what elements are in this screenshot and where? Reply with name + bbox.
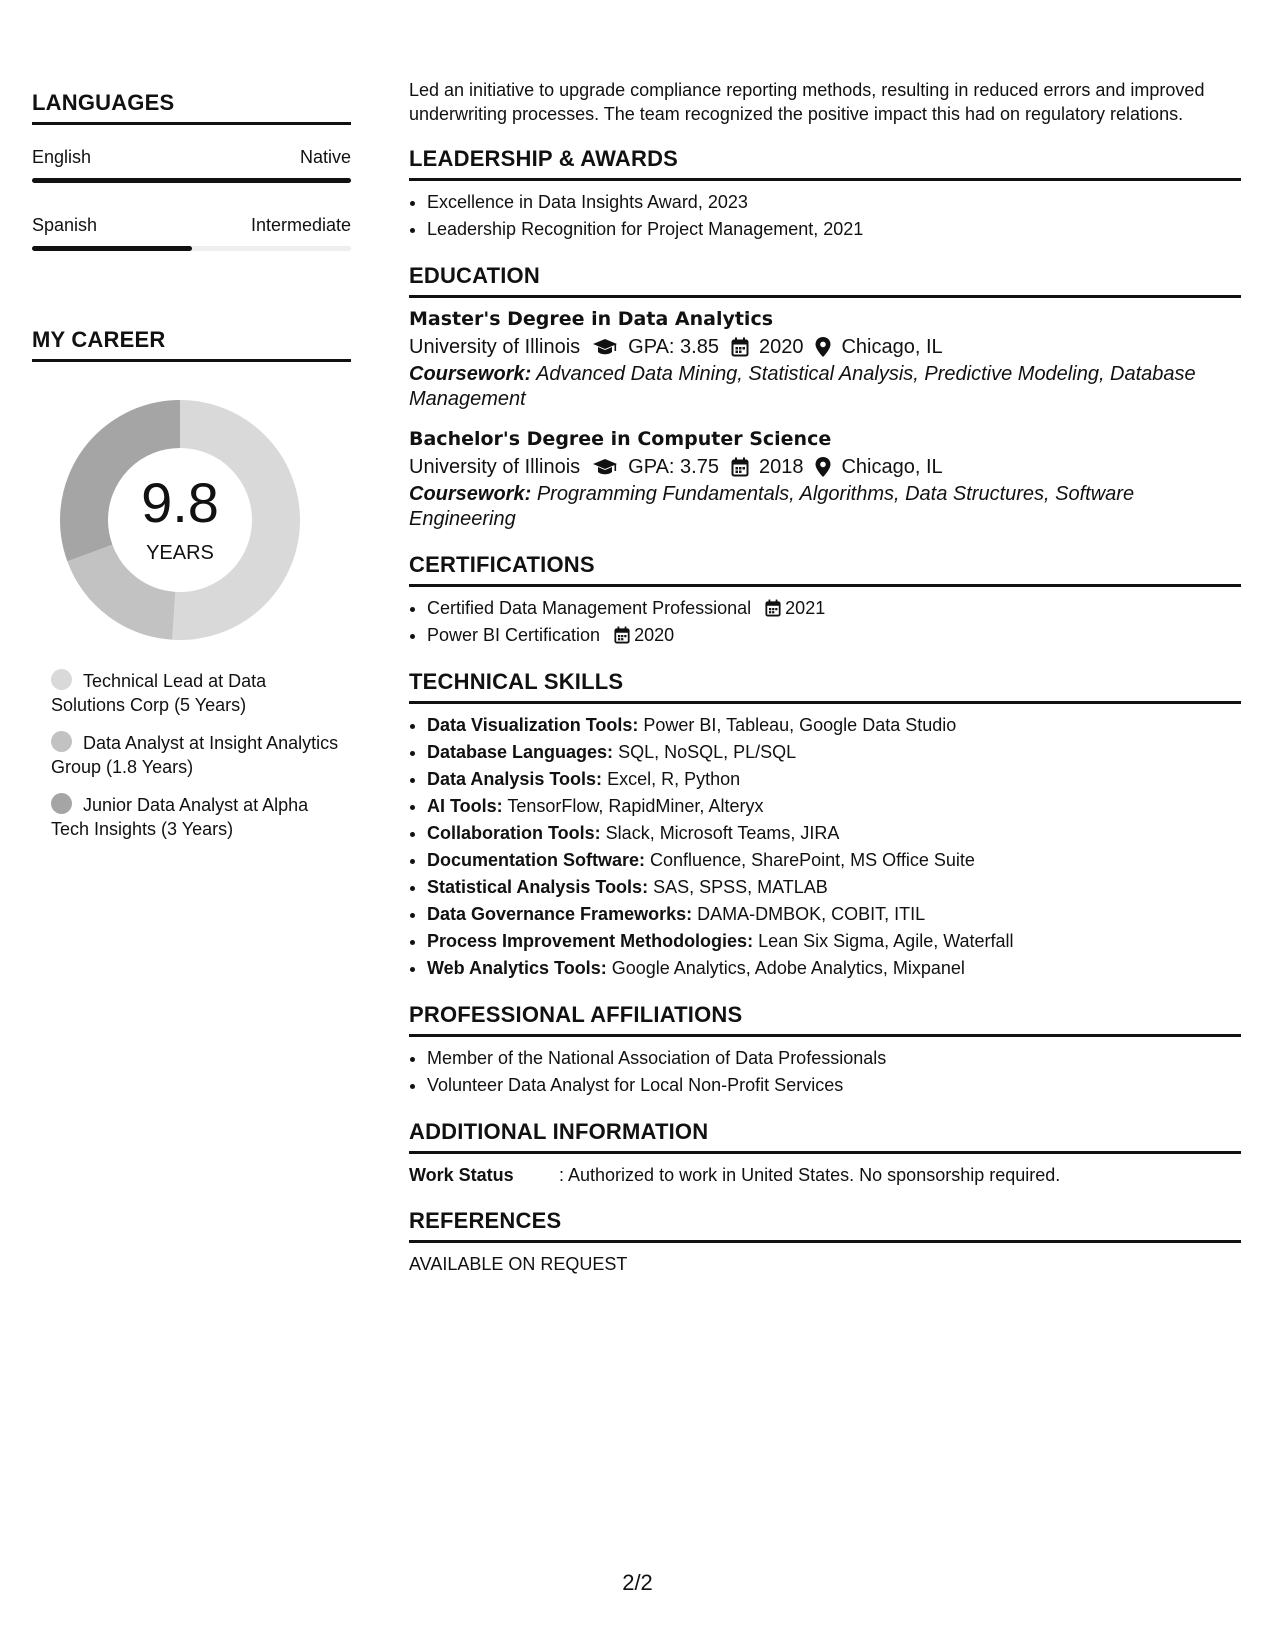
language-name: Spanish xyxy=(32,215,98,235)
work-status-value: : Authorized to work in United States. No sponsorship required. xyxy=(559,1165,1061,1185)
education-entry xyxy=(409,306,1241,412)
certification-item xyxy=(427,595,1241,622)
skill-values: DAMA-DMBOK, COBIT, ITIL xyxy=(697,904,926,924)
page-number: 2/2 xyxy=(622,1570,653,1595)
career-legend-item xyxy=(51,669,341,717)
skill-item xyxy=(427,712,1241,739)
skill-item xyxy=(427,928,1241,955)
affiliations-heading: PROFESSIONAL AFFILIATIONS xyxy=(409,1002,1241,1037)
skill-values: Confluence, SharePoint, MS Office Suite xyxy=(650,850,975,870)
certification-year: 2020 xyxy=(634,625,675,645)
coursework-label: Coursework: xyxy=(409,483,532,505)
languages-heading: LANGUAGES xyxy=(32,90,351,125)
additional-info-heading: ADDITIONAL INFORMATION xyxy=(409,1119,1241,1154)
skill-item xyxy=(427,793,1241,820)
language-bar-fill xyxy=(32,178,351,183)
references-heading: REFERENCES xyxy=(409,1208,1241,1243)
career-section xyxy=(32,327,351,841)
skill-item xyxy=(427,820,1241,847)
certification-year: 2021 xyxy=(785,598,826,618)
coursework: Advanced Data Mining, Statistical Analysis, Predictive Modeling, Database Management xyxy=(409,363,1196,410)
legend-dot xyxy=(51,793,72,814)
school-location: Chicago, IL xyxy=(841,456,943,478)
skill-category: Data Visualization Tools: xyxy=(427,715,639,735)
skill-category: Web Analytics Tools: xyxy=(427,958,607,978)
skill-values: TensorFlow, RapidMiner, Alteryx xyxy=(507,796,764,816)
language-level: Native xyxy=(299,147,351,167)
school-name: University of Illinois xyxy=(409,456,581,478)
references-text: AVAILABLE ON REQUEST xyxy=(409,1254,628,1274)
skill-category: Collaboration Tools: xyxy=(427,823,601,843)
career-legend-item xyxy=(51,731,341,779)
affiliation-item: • Member of the National Association of Data Professionals xyxy=(427,1045,1241,1072)
skill-values: SAS, SPSS, MATLAB xyxy=(653,877,828,897)
degree-title: Bachelor's Degree in Computer Science xyxy=(409,428,832,450)
right-column xyxy=(409,78,1241,1277)
career-legend-item xyxy=(51,793,341,841)
skill-category: Data Governance Frameworks: xyxy=(427,904,693,924)
skills-section xyxy=(409,669,1241,982)
certification-item xyxy=(427,622,1241,649)
career-unit: YEARS xyxy=(146,542,214,564)
skill-values: Slack, Microsoft Teams, JIRA xyxy=(605,823,840,843)
award-item: • Leadership Recognition for Project Management, 2021 xyxy=(427,216,1241,243)
location-pin-icon xyxy=(815,457,831,477)
school-name: University of Illinois xyxy=(409,336,581,358)
certification-name: Power BI Certification xyxy=(427,625,601,645)
calendar-icon xyxy=(731,337,749,357)
additional-info-section xyxy=(409,1119,1241,1188)
languages-section xyxy=(32,90,351,251)
legend-dot xyxy=(51,731,72,752)
calendar-icon xyxy=(731,457,749,477)
skill-item xyxy=(427,766,1241,793)
skill-category: Statistical Analysis Tools: xyxy=(427,877,649,897)
skill-category: Process Improvement Methodologies: xyxy=(427,931,754,951)
award-item: • Excellence in Data Insights Award, 2023 xyxy=(427,189,1241,216)
graduation-year: 2018 xyxy=(758,456,804,478)
skill-values: Excel, R, Python xyxy=(607,769,741,789)
graduation-cap-icon xyxy=(592,338,618,356)
coursework: Programming Fundamentals, Algorithms, Data Structures, Software Engineering xyxy=(409,483,1135,530)
left-column xyxy=(32,90,351,855)
school-location: Chicago, IL xyxy=(841,336,943,358)
career-donut xyxy=(55,395,305,645)
career-legend xyxy=(51,669,341,841)
career-total: 9.8 xyxy=(141,471,219,534)
language-bar xyxy=(32,246,351,251)
skill-values: Power BI, Tableau, Google Data Studio xyxy=(643,715,957,735)
language-name: English xyxy=(32,147,92,167)
awards-heading: LEADERSHIP & AWARDS xyxy=(409,146,1241,181)
skill-values: Lean Six Sigma, Agile, Waterfall xyxy=(758,931,1014,951)
skill-category: Data Analysis Tools: xyxy=(427,769,603,789)
skill-category: AI Tools: xyxy=(427,796,503,816)
legend-dot xyxy=(51,669,72,690)
location-pin-icon xyxy=(815,337,831,357)
graduation-cap-icon xyxy=(592,458,618,476)
skill-item xyxy=(427,847,1241,874)
legend-label: Junior Data Analyst at Alpha Tech Insights (3 Years) xyxy=(51,795,309,839)
language-bar xyxy=(32,178,351,183)
affiliations-section xyxy=(409,1002,1241,1099)
career-heading: MY CAREER xyxy=(32,327,351,362)
skill-values: SQL, NoSQL, PL/SQL xyxy=(618,742,797,762)
affiliation-item: • Volunteer Data Analyst for Local Non-Profit Services xyxy=(427,1072,1241,1099)
calendar-icon xyxy=(614,626,630,644)
skills-heading: TECHNICAL SKILLS xyxy=(409,669,1241,704)
legend-label: Technical Lead at Data Solutions Corp (5 Years) xyxy=(51,671,267,715)
language-level: Intermediate xyxy=(250,215,351,235)
certifications-heading: CERTIFICATIONS xyxy=(409,552,1241,587)
gpa: GPA: 3.85 xyxy=(628,336,719,358)
skill-item xyxy=(427,901,1241,928)
skill-item xyxy=(427,955,1241,982)
language-bar-fill xyxy=(32,246,192,251)
skill-values: Google Analytics, Adobe Analytics, Mixpanel xyxy=(611,958,965,978)
awards-section xyxy=(409,146,1241,243)
experience-description: Led an initiative to upgrade compliance reporting methods, resulting in reduced errors and improved underwriting processes. The team recognized the positive impact this had on regulatory relations. xyxy=(409,80,1205,124)
calendar-icon xyxy=(765,599,781,617)
work-status-label: Work Status xyxy=(409,1165,514,1185)
language-item xyxy=(32,215,351,251)
degree-title: Master's Degree in Data Analytics xyxy=(409,308,774,330)
coursework-label: Coursework: xyxy=(409,363,532,385)
skill-item xyxy=(427,739,1241,766)
skill-item xyxy=(427,874,1241,901)
skill-category: Documentation Software: xyxy=(427,850,646,870)
certifications-section xyxy=(409,552,1241,649)
references-section xyxy=(409,1208,1241,1277)
graduation-year: 2020 xyxy=(758,336,804,358)
language-item xyxy=(32,147,351,183)
certification-name: Certified Data Management Professional xyxy=(427,598,752,618)
education-entry xyxy=(409,426,1241,532)
education-section xyxy=(409,263,1241,532)
legend-label: Data Analyst at Insight Analytics Group (1.8 Years) xyxy=(51,733,339,777)
gpa: GPA: 3.75 xyxy=(628,456,719,478)
skill-category: Database Languages: xyxy=(427,742,614,762)
education-heading: EDUCATION xyxy=(409,263,1241,298)
